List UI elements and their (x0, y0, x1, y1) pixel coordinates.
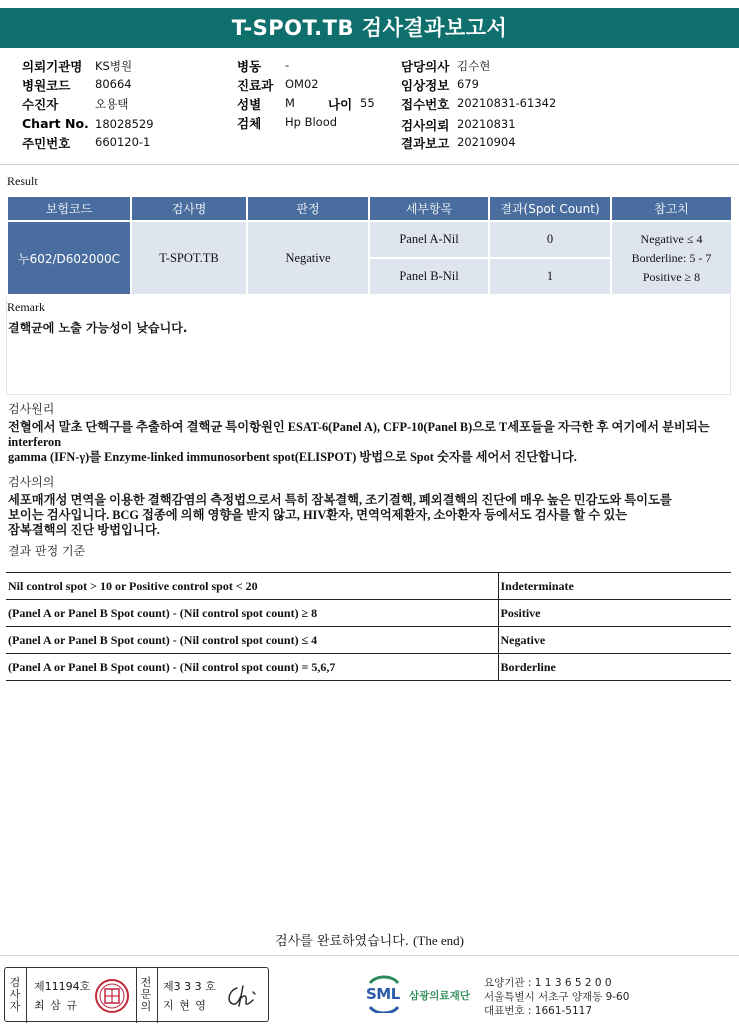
reference-line: Positive ≥ 8 (642, 269, 701, 284)
info-label: 결과보고 (401, 136, 450, 151)
info-value: 80664 (95, 77, 132, 91)
end-message-en: (The end) (413, 933, 464, 948)
header-reference: 참고치 (611, 196, 732, 221)
table-row (6, 654, 731, 681)
divider (0, 164, 739, 165)
address-block (484, 976, 629, 1018)
result-label: Result (7, 174, 38, 188)
criteria-heading: 결과 판정 기준 (8, 544, 86, 558)
criteria-condition: (Panel A or Panel B Spot count) - (Nil control spot count) ≤ 4 (6, 627, 498, 654)
criteria-result: Positive (498, 600, 731, 627)
sml-logo (366, 975, 476, 1016)
logo-name: 삼광의료재단 (409, 990, 470, 1002)
inspector-name: 최 삼 규 (34, 999, 78, 1012)
criteria-table (6, 572, 731, 681)
info-label: 나이 (328, 97, 353, 112)
header-detail-item: 세부항목 (369, 196, 489, 221)
info-label: 병동 (237, 59, 262, 74)
header-spot-count: 결과(Spot Count) (489, 196, 611, 221)
divider (136, 968, 137, 1023)
info-value: 679 (457, 77, 479, 91)
info-value: 오용택 (95, 97, 129, 111)
panel-count: 1 (489, 258, 611, 295)
principle-line: 전혈에서 말초 단핵구를 추출하여 결핵균 특이항원인 ESAT-6(Panel A), CFP-10(Panel B)으로 T세포들을 자극한 후 여기에서 분비되는 interferon (8, 420, 710, 449)
result-table (6, 195, 733, 296)
info-label: 의뢰기관명 (22, 59, 83, 74)
info-label: 임상정보 (401, 78, 450, 93)
divider (157, 968, 158, 1023)
criteria-condition: (Panel A or Panel B Spot count) - (Nil control spot count) = 5,6,7 (6, 654, 498, 681)
header-judgement: 판정 (247, 196, 369, 221)
info-value: 20210904 (457, 135, 516, 149)
principle-line: gamma (IFN-γ)를 Enzyme-linked immunosorbent spot(ELISPOT) 방법으로 Spot 숫자를 세어서 진단합니다. (8, 450, 577, 464)
info-label: Chart No. (22, 116, 89, 131)
info-value: KS병원 (95, 59, 133, 73)
criteria-condition: (Panel A or Panel B Spot count) - (Nil control spot count) ≥ 8 (6, 600, 498, 627)
info-value: 18028529 (95, 117, 154, 131)
pathologist-name: 지 현 영 (163, 999, 207, 1012)
info-value: OM02 (285, 77, 319, 91)
info-value: - (285, 58, 290, 72)
reference-line: Negative ≤ 4 (640, 231, 703, 246)
pathologist-license: 제3 3 3 호 (163, 980, 216, 993)
info-value: 20210831-61342 (457, 96, 557, 110)
test-name: T-SPOT.TB (131, 221, 247, 295)
seal-icon (94, 978, 130, 1014)
address-line: 서울특별시 서초구 양재동 9-60 (484, 991, 630, 1003)
meaning-line: 세포매개성 면역을 이용한 결핵감염의 측정법으로서 특히 잠복결핵, 조기결핵, 폐외결핵의 진단에 매우 높은 민감도와 특이도를 (8, 493, 672, 507)
inspector-license: 제11194호 (34, 980, 91, 993)
panel-count: 0 (489, 221, 611, 258)
table-row (6, 600, 731, 627)
remark-box (6, 295, 731, 395)
info-label: 수진자 (22, 97, 59, 112)
table-row (6, 573, 731, 600)
insurance-code: 누602/D602000C (7, 221, 131, 295)
meaning-text (8, 493, 730, 538)
end-message-ko: 검사를 완료하였습니다. (275, 934, 409, 949)
result-header-row (7, 196, 732, 221)
panel-name: Panel A-Nil (369, 221, 489, 258)
info-value: 김수현 (457, 59, 491, 73)
info-label: 접수번호 (401, 97, 450, 112)
criteria-result: Borderline (498, 654, 731, 681)
reference-line: Borderline: 5 - 7 (631, 250, 712, 265)
info-label: 검사의뢰 (401, 118, 450, 133)
signature-box (4, 967, 269, 1022)
info-label: 담당의사 (401, 59, 450, 74)
info-value: 660120-1 (95, 135, 151, 149)
meaning-line: 잠복결핵의 진단 방법입니다. (8, 523, 160, 537)
meaning-line: 보이는 검사입니다. BCG 접종에 의해 영향을 받지 않고, HIV환자, 면역억제환자, 소아환자 등에서도 검사를 할 수 있는 (8, 508, 628, 522)
remark-text: 결핵균에 노출 가능성이 낮습니다. (8, 321, 188, 335)
divider (26, 968, 27, 1023)
remark-label: Remark (7, 300, 45, 314)
info-label: 주민번호 (22, 136, 71, 151)
reference-range (611, 221, 732, 295)
header-test-name: 검사명 (131, 196, 247, 221)
report-title: T-SPOT.TB 검사결과보고서 (0, 8, 739, 48)
judgement: Negative (247, 221, 369, 295)
info-label: 진료과 (237, 78, 274, 93)
header-insurance-code: 보험코드 (7, 196, 131, 221)
criteria-result: Indeterminate (498, 573, 731, 600)
info-value: Hp Blood (285, 115, 338, 129)
meaning-heading: 검사의의 (8, 475, 55, 489)
info-value: 55 (360, 96, 375, 110)
criteria-condition: Nil control spot > 10 or Positive control spot < 20 (6, 573, 498, 600)
signature-icon (223, 982, 263, 1010)
table-row (6, 627, 731, 654)
info-label: 성별 (237, 97, 262, 112)
principle-heading: 검사원리 (8, 402, 55, 416)
info-label: 병원코드 (22, 78, 71, 93)
info-value: M (285, 96, 295, 110)
criteria-result: Negative (498, 627, 731, 654)
pathologist-label: 전 문 의 (140, 976, 152, 1013)
divider (0, 955, 739, 956)
principle-text (8, 420, 730, 465)
patient-info (0, 56, 739, 156)
end-message (0, 930, 739, 949)
inspector-label: 검 사 자 (9, 976, 21, 1013)
info-label: 검체 (237, 116, 262, 131)
address-line: 대표번호 : 1661-5117 (484, 1005, 593, 1017)
panel-name: Panel B-Nil (369, 258, 489, 295)
logo-mark: SML (366, 985, 400, 1003)
info-value: 20210831 (457, 117, 516, 131)
address-line: 요양기관 : 1 1 3 6 5 2 0 0 (484, 977, 612, 989)
table-row (7, 221, 732, 258)
